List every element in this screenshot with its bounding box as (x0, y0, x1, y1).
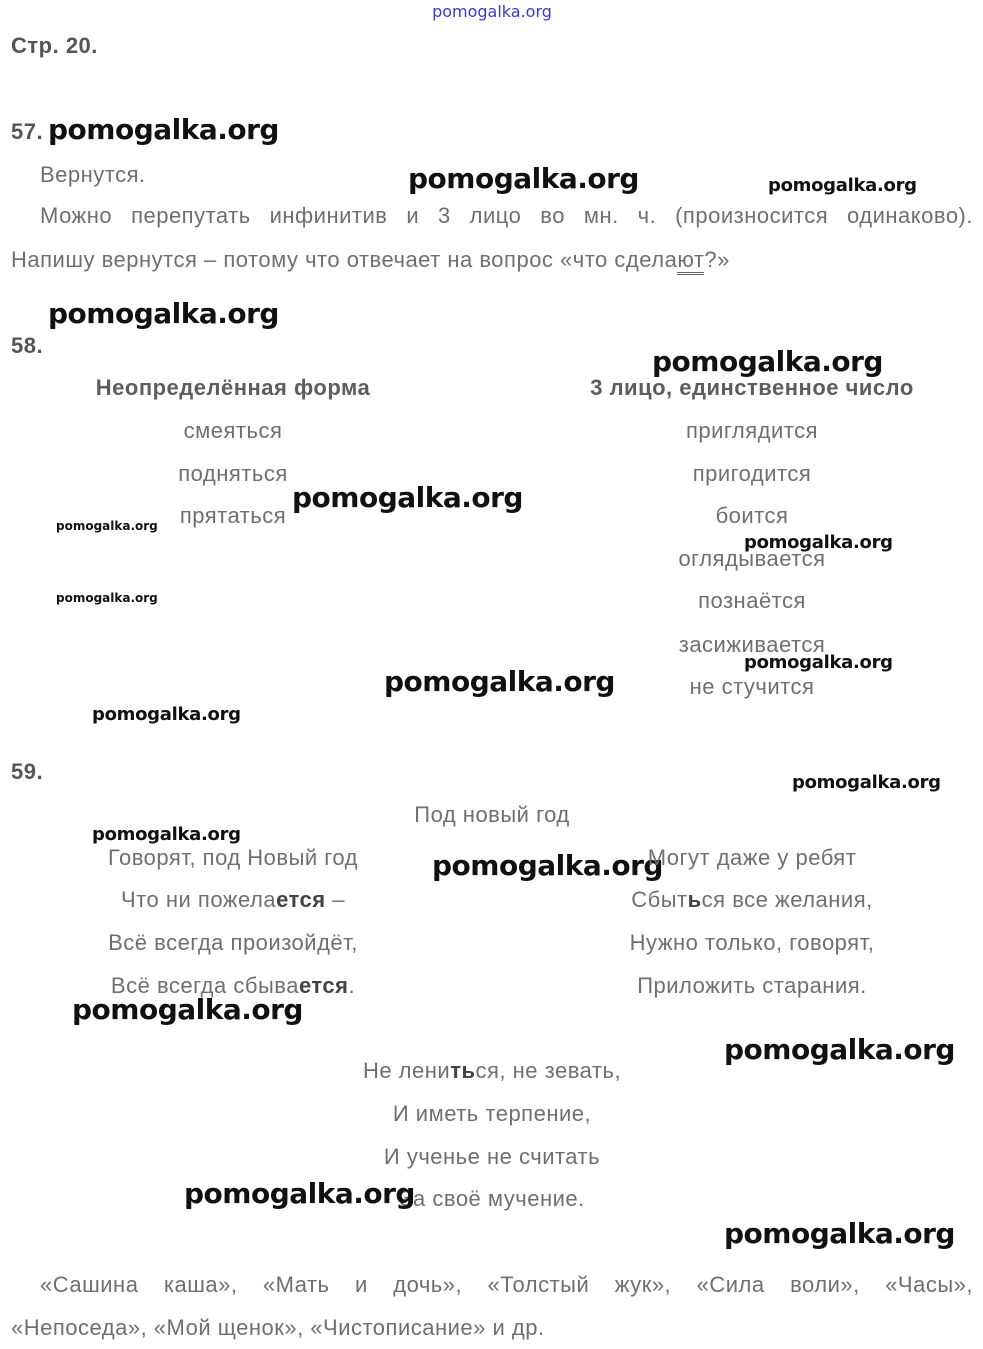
page-label: Стр. 20. (11, 33, 98, 58)
poem-line: Могут даже у ребят (647, 845, 857, 870)
exercise-59-number: 59. (11, 759, 44, 784)
poem-part: Всё всегда сбыва (110, 973, 299, 998)
line2-before: Напишу вернутся – потому что отвечает на вопрос «что сдела (11, 247, 678, 272)
poem-line (121, 887, 345, 913)
watermark: pomogalka.org (408, 162, 639, 195)
exercise-57-explanation-line2 (11, 247, 730, 273)
poem-part: Не лени (362, 1058, 451, 1083)
exercise-58-number: 58. (11, 333, 44, 358)
poem-part: Сбыт (631, 887, 688, 912)
poem-line: Нужно только, говорят, (629, 930, 875, 955)
infinitive-item: подняться (178, 461, 288, 486)
poem-line: Приложить старания. (637, 973, 867, 998)
poem-line: Говорят, под Новый год (108, 845, 358, 870)
watermark: pomogalka.org (92, 704, 241, 725)
exercise-57-number: 57. (11, 119, 44, 144)
column-header-third-person: 3 лицо, единственное число (590, 375, 914, 400)
poem-line (631, 887, 873, 913)
third-person-item: боится (715, 503, 789, 528)
poem-ending: ть (450, 1058, 476, 1083)
poem-part: – (325, 887, 345, 912)
third-person-item: оглядывается (678, 546, 826, 571)
exercise-59-titles-line2: «Непоседа», «Мой щенок», «Чистописание» и др. (11, 1315, 545, 1340)
site-header-watermark: pomogalka.org (432, 2, 552, 21)
watermark: pomogalka.org (48, 113, 279, 146)
watermark: pomogalka.org (384, 665, 615, 698)
watermark: pomogalka.org (56, 519, 158, 533)
poem-part: ся, не зевать, (475, 1058, 622, 1083)
third-person-item: засиживается (678, 632, 826, 657)
exercise-57-explanation-line1: Можно перепутать инфинитив и 3 лицо во мн. ч. (произносится одинаково). (40, 203, 973, 228)
watermark: pomogalka.org (768, 175, 917, 196)
watermark: pomogalka.org (292, 481, 523, 514)
third-person-item: познаётся (698, 588, 806, 613)
watermark: pomogalka.org (48, 297, 279, 330)
third-person-item: приглядится (685, 418, 819, 443)
infinitive-item: смеяться (183, 418, 283, 443)
watermark: pomogalka.org (724, 1217, 955, 1250)
watermark: pomogalka.org (92, 824, 241, 845)
poem-ending: ется (298, 973, 349, 998)
watermark: pomogalka.org (724, 1033, 955, 1066)
poem-part: Что ни пожела (121, 887, 277, 912)
watermark: pomogalka.org (792, 772, 941, 793)
watermark: pomogalka.org (432, 849, 663, 882)
poem-line: Всё всегда произойдёт, (108, 930, 358, 955)
watermark: pomogalka.org (72, 993, 303, 1026)
line2-after: ?» (704, 247, 730, 272)
watermark: pomogalka.org (652, 345, 883, 378)
poem-part: . (348, 973, 356, 998)
watermark: pomogalka.org (744, 652, 893, 673)
third-person-item: пригодится (692, 461, 812, 486)
poem-line: И ученье не считать (383, 1144, 601, 1169)
poem-line: За своё мучение. (399, 1186, 585, 1211)
exercise-59-titles-line1: «Сашина каша», «Мать и дочь», «Толстый жук», «Сила воли», «Часы», (40, 1272, 973, 1297)
poem-line (363, 1058, 621, 1084)
exercise-57-answer: Вернутся. (40, 162, 146, 187)
watermark: pomogalka.org (56, 591, 158, 605)
watermark: pomogalka.org (184, 1177, 415, 1210)
poem-ending: ется (276, 887, 326, 912)
poem-line: И иметь терпение, (392, 1101, 592, 1126)
infinitive-item: прятаться (179, 503, 287, 528)
third-person-item: не стучится (689, 674, 815, 699)
watermark: pomogalka.org (744, 532, 893, 553)
poem-ending: ь (687, 887, 702, 912)
poem-title: Под новый год (414, 802, 570, 827)
underlined-ending: ют (677, 247, 704, 275)
poem-part: ся все желания, (701, 887, 873, 912)
column-header-infinitive: Неопределённая форма (95, 375, 371, 400)
